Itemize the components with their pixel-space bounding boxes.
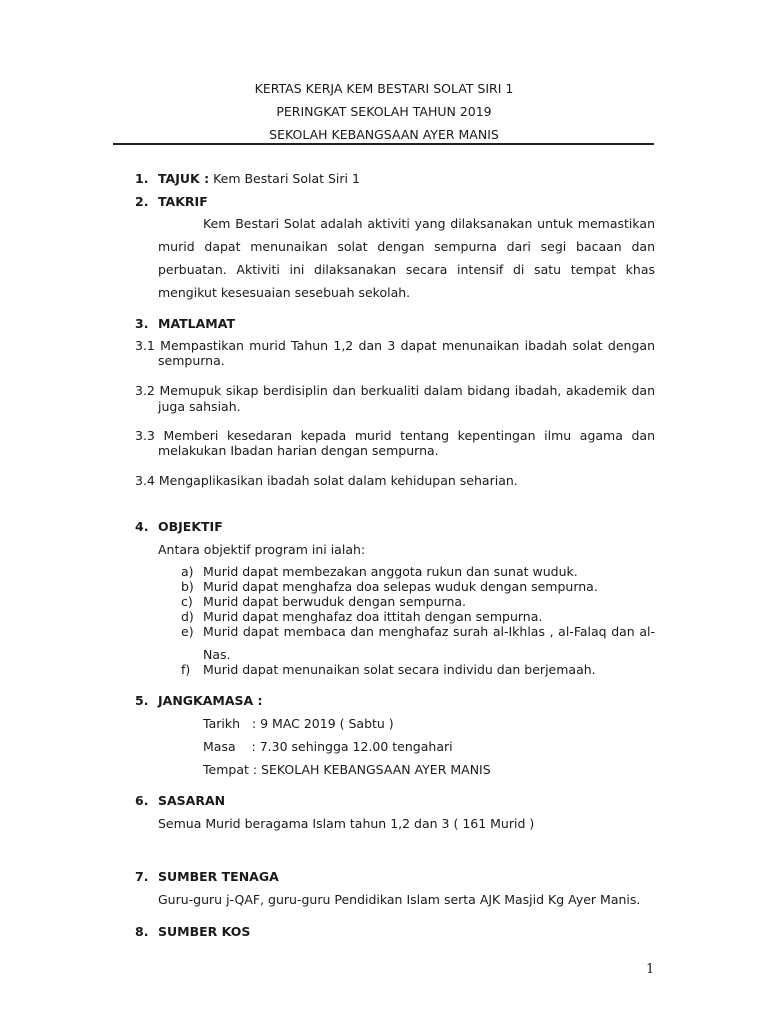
jangkamasa-tarikh: Tarikh : 9 MAC 2019 ( Sabtu ) — [203, 716, 394, 731]
section-4-heading: OBJEKTIF — [158, 519, 223, 534]
jangkamasa-masa: Masa : 7.30 sehingga 12.00 tengahari — [203, 739, 453, 754]
objektif-intro: Antara objektif program ini ialah: — [158, 542, 366, 557]
section-6-heading: SASARAN — [158, 793, 226, 808]
sasaran-text: Semua Murid beragama Islam tahun 1,2 dan 3 ( 161 Murid ) — [158, 816, 535, 831]
objektif-item: Murid dapat menunaikan solat secara individu dan berjemaah. — [203, 662, 596, 677]
matlamat-3-1-line-2: sempurna. — [158, 353, 225, 368]
section-2-heading: TAKRIF — [158, 194, 208, 209]
document-title: KERTAS KERJA KEM BESTARI SOLAT SIRI 1 — [254, 81, 514, 96]
matlamat-3-2-line-2: juga sahsiah. — [158, 399, 241, 414]
section-7-number: 7. — [135, 869, 149, 884]
section-1-label: TAJUK : — [158, 171, 210, 186]
matlamat-3-1-line-1: 3.1 Mempastikan murid Tahun 1,2 dan 3 dapat menunaikan ibadah solat dengan — [135, 338, 655, 353]
document-subtitle-level: PERINGKAT SEKOLAH TAHUN 2019 — [276, 104, 492, 119]
objektif-item: Murid dapat membezakan anggota rukun dan sunat wuduk. — [203, 564, 578, 579]
objektif-marker: d) — [181, 609, 194, 624]
document-subtitle-school: SEKOLAH KEBANGSAAN AYER MANIS — [269, 127, 499, 142]
matlamat-3-4: 3.4 Mengaplikasikan ibadah solat dalam kehidupan seharian. — [135, 473, 518, 488]
section-2-number: 2. — [135, 194, 149, 209]
section-8-number: 8. — [135, 924, 149, 939]
objektif-marker: f) — [181, 662, 191, 677]
matlamat-3-3-line-2: melakukan Ibadan harian dengan sempurna. — [158, 443, 439, 458]
section-6-number: 6. — [135, 793, 149, 808]
takrif-line-3: perbuatan. Aktiviti ini dilaksanakan secara intensif di satu tempat khas — [158, 262, 655, 277]
objektif-marker: c) — [181, 594, 193, 609]
matlamat-3-2-line-1: 3.2 Memupuk sikap berdisiplin dan berkualiti dalam bidang ibadah, akademik dan — [135, 383, 655, 398]
objektif-marker: b) — [181, 579, 194, 594]
objektif-marker: e) — [181, 624, 194, 639]
header-rule — [113, 143, 654, 145]
takrif-line-4: mengikut kesesuaian sesebuah sekolah. — [158, 285, 411, 300]
section-1-number: 1. — [135, 171, 149, 186]
section-3-number: 3. — [135, 316, 149, 331]
section-1-line — [158, 171, 360, 186]
objektif-item: Murid dapat menghafaz doa ittitah dengan sempurna. — [203, 609, 543, 624]
matlamat-3-3-line-1: 3.3 Memberi kesedaran kepada murid tentang kepentingan ilmu agama dan — [135, 428, 655, 443]
jangkamasa-tempat: Tempat : SEKOLAH KEBANGSAAN AYER MANIS — [203, 762, 491, 777]
section-5-heading: JANGKAMASA : — [158, 693, 263, 708]
section-7-heading: SUMBER TENAGA — [158, 869, 279, 884]
section-3-heading: MATLAMAT — [158, 316, 235, 331]
objektif-item: Murid dapat berwuduk dengan sempurna. — [203, 594, 467, 609]
section-4-number: 4. — [135, 519, 149, 534]
section-8-heading: SUMBER KOS — [158, 924, 251, 939]
takrif-line-2: murid dapat menunaikan solat dengan sempurna dari segi bacaan dan — [158, 239, 655, 254]
section-1-value: Kem Bestari Solat Siri 1 — [213, 171, 360, 186]
objektif-item: Murid dapat membaca dan menghafaz surah al-Ikhlas , al-Falaq dan al- — [203, 624, 655, 639]
section-5-number: 5. — [135, 693, 149, 708]
objektif-marker: a) — [181, 564, 194, 579]
page-number: 1 — [646, 962, 655, 977]
sumber-tenaga-text: Guru-guru j-QAF, guru-guru Pendidikan Islam serta AJK Masjid Kg Ayer Manis. — [158, 892, 641, 907]
objektif-item: Murid dapat menghafza doa selepas wuduk dengan sempurna. — [203, 579, 598, 594]
objektif-item-continued: Nas. — [203, 647, 231, 662]
takrif-line-1: Kem Bestari Solat adalah aktiviti yang dilaksanakan untuk memastikan — [203, 216, 655, 231]
